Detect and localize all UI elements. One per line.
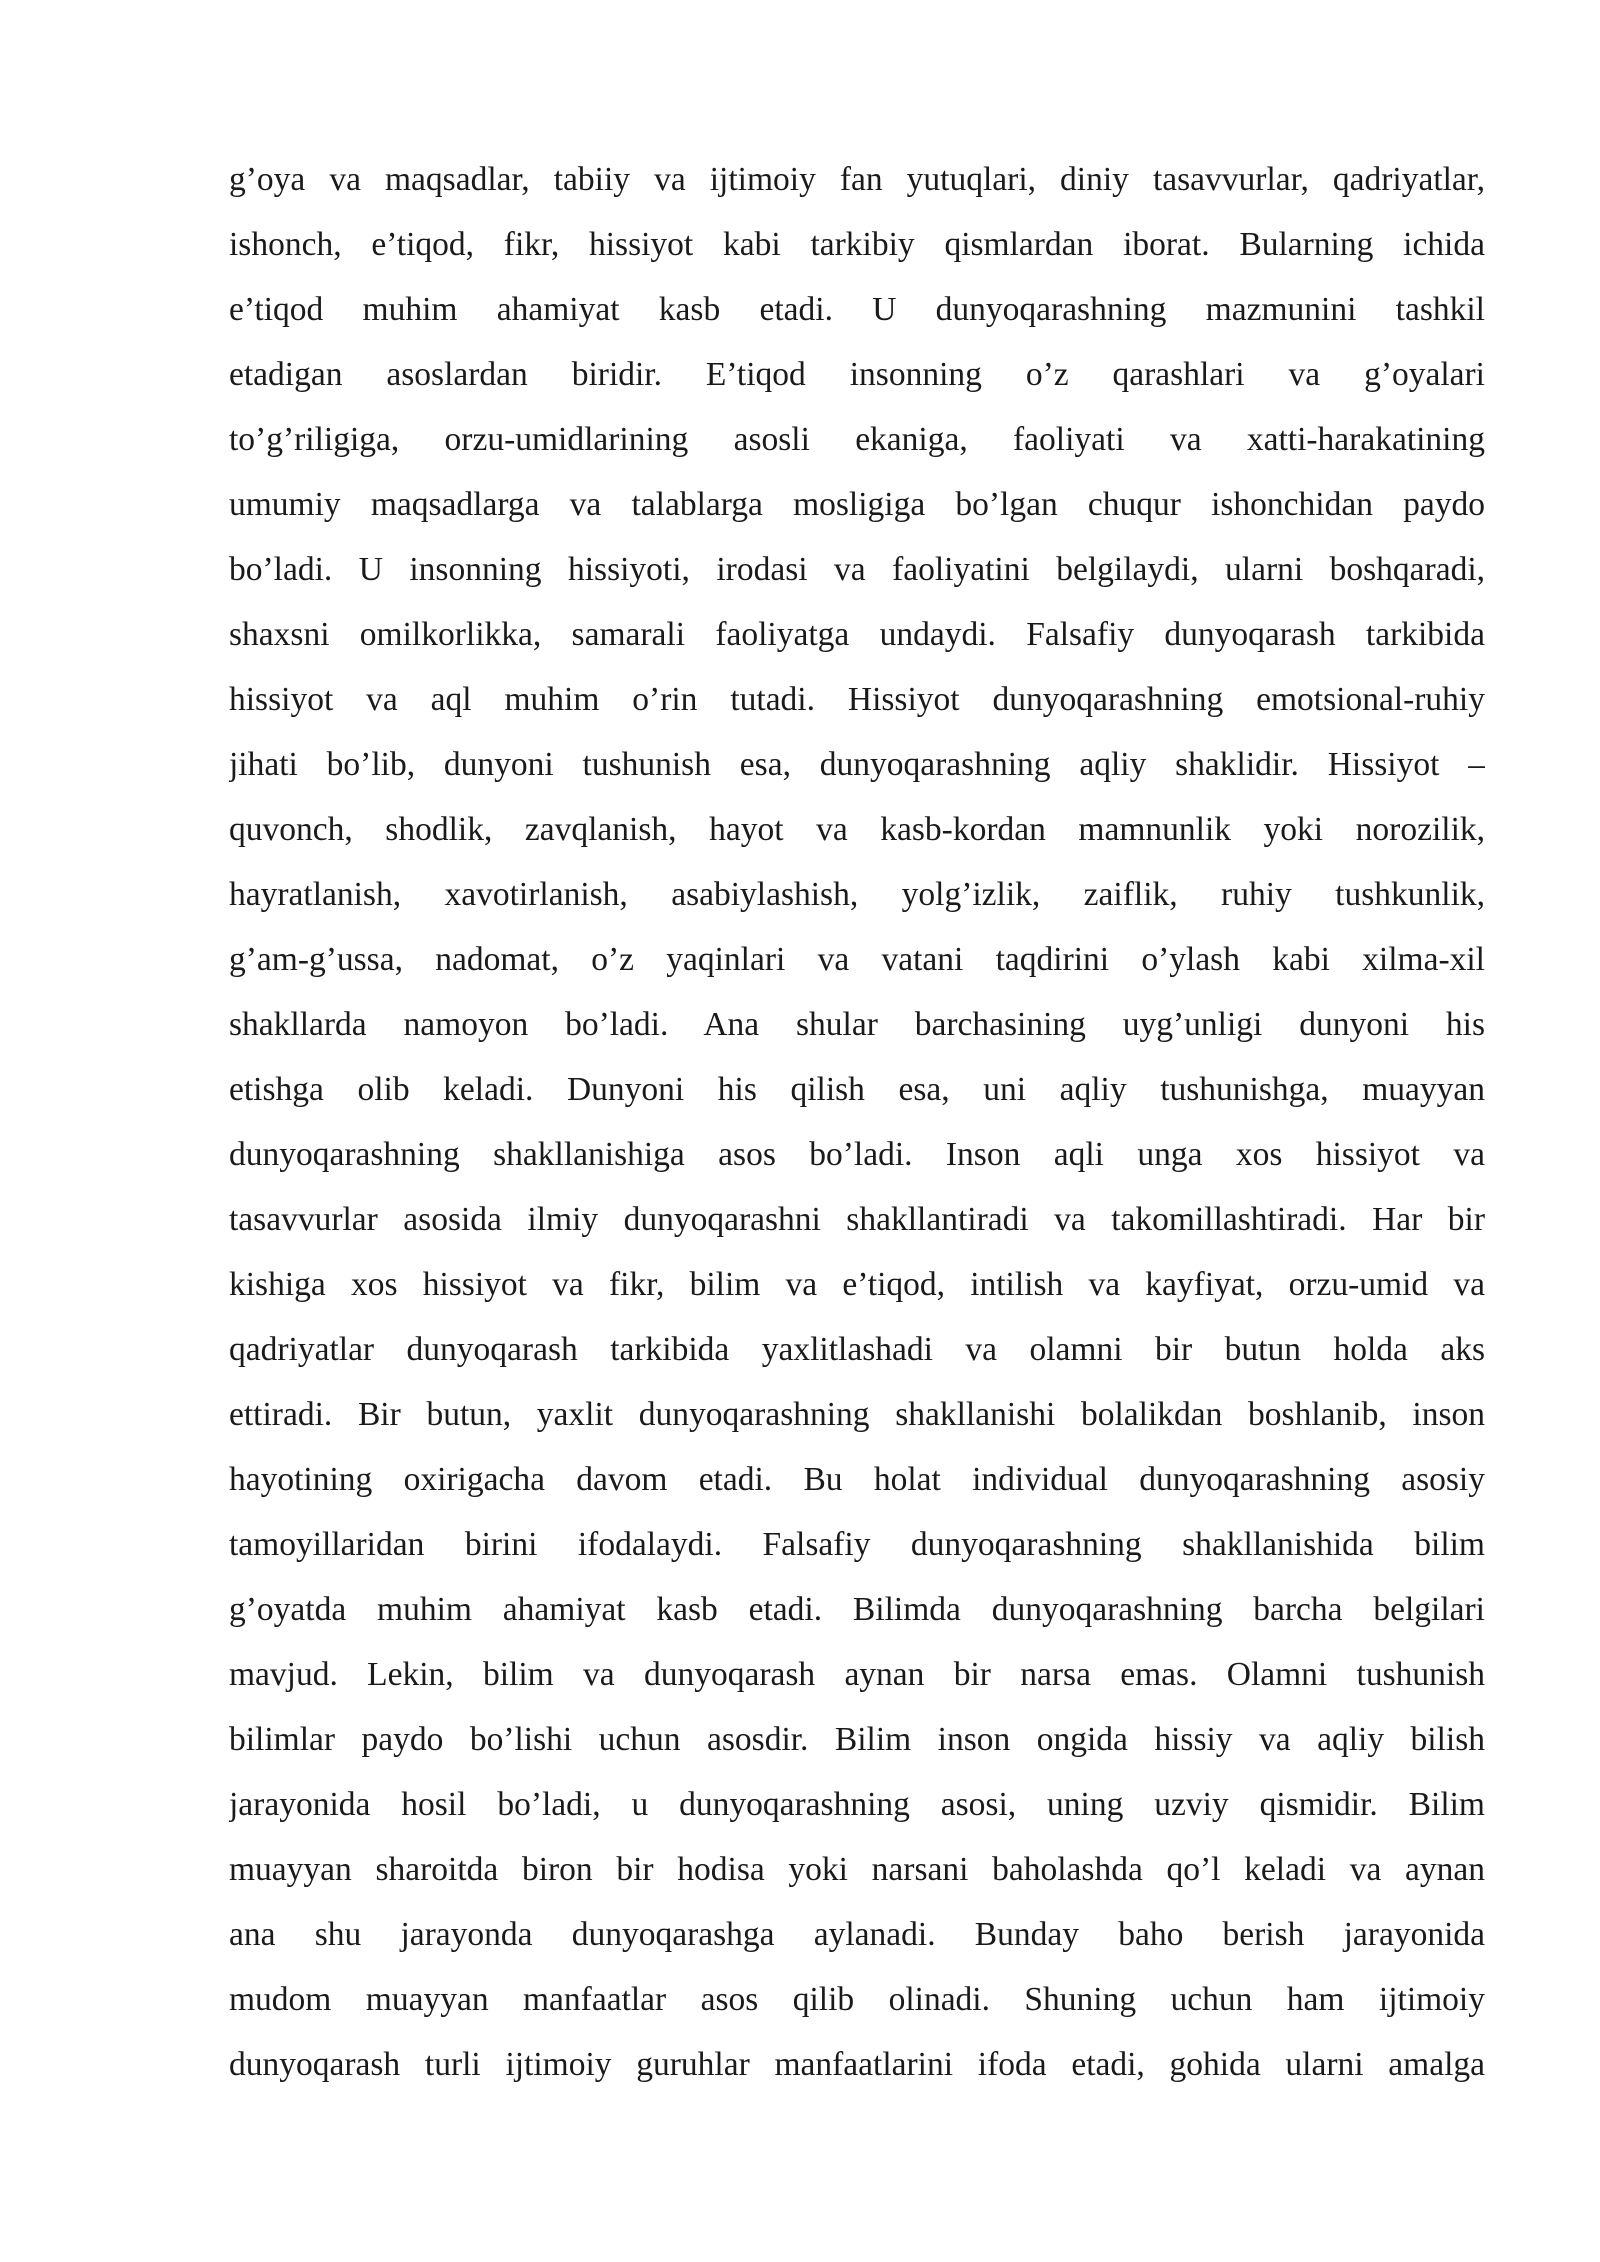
body-paragraph [229, 147, 1485, 2097]
paragraph-line: mudom muayyan manfaatlar asos qilib olinadi. Shuning uchun ham ijtimoiy [229, 1981, 1485, 2018]
paragraph-line: bilimlar paydo bo’lishi uchun asosdir. Bilim inson ongida hissiy va aqliy bilish [229, 1721, 1485, 1758]
paragraph-line: jarayonida hosil bo’ladi, u dunyoqarashning asosi, uning uzviy qismidir. Bilim [229, 1786, 1485, 1823]
paragraph-line: ana shu jarayonda dunyoqarashga aylanadi. Bunday baho berish jarayonida [229, 1916, 1485, 1953]
paragraph-line: jihati bo’lib, dunyoni tushunish esa, dunyoqarashning aqliy shaklidir. Hissiyot – [229, 746, 1485, 783]
paragraph-line: dunyoqarash turli ijtimoiy guruhlar manfaatlarini ifoda etadi, gohida ularni amalga [229, 2046, 1485, 2083]
paragraph-line: mavjud. Lekin, bilim va dunyoqarash aynan bir narsa emas. Olamni tushunish [229, 1656, 1485, 1693]
paragraph-line: ishonch, e’tiqod, fikr, hissiyot kabi tarkibiy qismlardan iborat. Bularning ichida [229, 226, 1485, 263]
paragraph-line: tasavvurlar asosida ilmiy dunyoqarashni shakllantiradi va takomillashtiradi. Har bir [229, 1201, 1485, 1238]
paragraph-line: shakllarda namoyon bo’ladi. Ana shular barchasining uyg’unligi dunyoni his [229, 1006, 1485, 1043]
paragraph-line: hissiyot va aql muhim o’rin tutadi. Hissiyot dunyoqarashning emotsional-ruhiy [229, 681, 1485, 718]
paragraph-line: kishiga xos hissiyot va fikr, bilim va e’tiqod, intilish va kayfiyat, orzu-umid va [229, 1266, 1485, 1303]
paragraph-line: quvonch, shodlik, zavqlanish, hayot va kasb-kordan mamnunlik yoki norozilik, [229, 811, 1485, 848]
paragraph-line: tamoyillaridan birini ifodalaydi. Falsafiy dunyoqarashning shakllanishida bilim [229, 1526, 1485, 1563]
paragraph-line: ettiradi. Bir butun, yaxlit dunyoqarashning shakllanishi bolalikdan boshlanib, inson [229, 1396, 1485, 1433]
paragraph-line: shaxsni omilkorlikka, samarali faoliyatga undaydi. Falsafiy dunyoqarash tarkibida [229, 616, 1485, 653]
paragraph-line: dunyoqarashning shakllanishiga asos bo’ladi. Inson aqli unga xos hissiyot va [229, 1136, 1485, 1173]
paragraph-line: etadigan asoslardan biridir. E’tiqod insonning o’z qarashlari va g’oyalari [229, 356, 1485, 393]
paragraph-line: umumiy maqsadlarga va talablarga mosligiga bo’lgan chuqur ishonchidan paydo [229, 486, 1485, 523]
paragraph-line: muayyan sharoitda biron bir hodisa yoki narsani baholashda qo’l keladi va aynan [229, 1851, 1485, 1888]
paragraph-line: bo’ladi. U insonning hissiyoti, irodasi va faoliyatini belgilaydi, ularni boshqaradi, [229, 551, 1485, 588]
paragraph-line: hayratlanish, xavotirlanish, asabiylashish, yolg’izlik, zaiflik, ruhiy tushkunlik, [229, 876, 1485, 913]
paragraph-line: etishga olib keladi. Dunyoni his qilish esa, uni aqliy tushunishga, muayyan [229, 1071, 1485, 1108]
paragraph-line: g’oya va maqsadlar, tabiiy va ijtimoiy fan yutuqlari, diniy tasavvurlar, qadriyatlar, [229, 161, 1485, 198]
paragraph-line: to’g’riligiga, orzu-umidlarining asosli ekaniga, faoliyati va xatti-harakatining [229, 421, 1485, 458]
paragraph-line: g’am-g’ussa, nadomat, o’z yaqinlari va vatani taqdirini o’ylash kabi xilma-xil [229, 941, 1485, 978]
paragraph-line: e’tiqod muhim ahamiyat kasb etadi. U dunyoqarashning mazmunini tashkil [229, 291, 1485, 328]
paragraph-line: hayotining oxirigacha davom etadi. Bu holat individual dunyoqarashning asosiy [229, 1461, 1485, 1498]
paragraph-line: g’oyatda muhim ahamiyat kasb etadi. Bilimda dunyoqarashning barcha belgilari [229, 1591, 1485, 1628]
paragraph-line: qadriyatlar dunyoqarash tarkibida yaxlitlashadi va olamni bir butun holda aks [229, 1331, 1485, 1368]
